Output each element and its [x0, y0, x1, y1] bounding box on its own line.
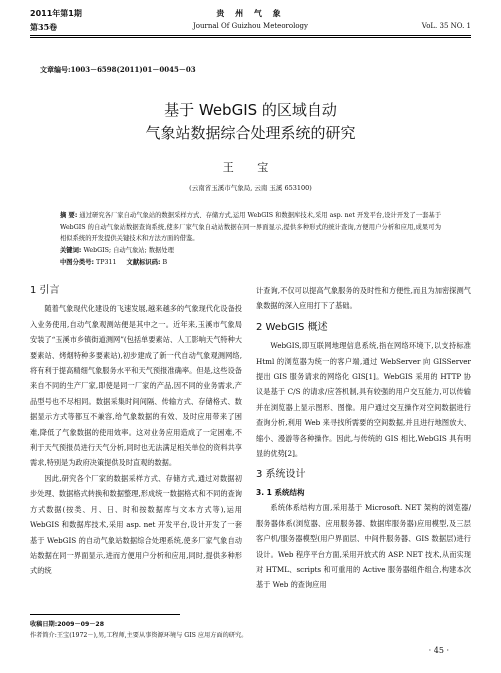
received-date — [30, 619, 104, 628]
issue-label: 2011年第1期 — [30, 9, 82, 18]
author-bio: 作者简介:王宝(1972－),男,工程师,主要从事资源环境与 GIS 应用方面的研究。 — [30, 632, 248, 639]
header-rule-top — [30, 35, 471, 36]
author-affiliation: (云南省玉溪市气象局, 云南 玉溪 653100) — [189, 184, 312, 192]
keywords-label: 关键词: — [60, 247, 82, 254]
header-rule-bottom — [30, 37, 471, 38]
section-2-title: 2 WebGIS 概述 — [256, 321, 328, 333]
journal-title-cn: 贵 州 气 象 — [216, 9, 285, 18]
volume-number-label: VoL. 35 NO. 1 — [421, 22, 471, 30]
abstract-text: 通过研究各厂家自动气象站的数据采样方式、存储方式,运用 WebGIS 和数据库技术,采用 asp. net 开发平台,设计开发了一套基于 WebGIS 的自动气象站数据查询系统,使多厂家气象自动站数据在同一界面显示,提供多种形式的统计查询,方便用户分析和应用,成果可为相似系统的开发提供关键技术和方法方面的借鉴。 — [60, 212, 442, 242]
system-structure-paragraph: 系统体系结构方面,采用基于 Microsoft. NET 架构的浏览器/服务器体系(浏览器、应用服务器、数据库服务器)应用模型,及三层客户机/服务器模型(用户界面层、中间件服务器、GIS 数据层)进行设计。Web 程序平台方面,采用开放式的 ASP. NET 技术,从而实现对 HTML、scripts 和可重用的 Active 服务器组件组合,构建本次基于 Web 的查询应用 — [256, 503, 471, 590]
intro-paragraph-1: 随着气象现代化建设的飞速发展,越来越多的气象现代化设备投入业务使用,自动气象观测站便是其中之一。近年来,玉溪市气象局安装了“玉溪市乡镇街道测网”(包括单要素站、人工影响天气特种大要素站、烤烟特种多要素站),初步建成了新一代自动气象观测网络,将有利于提高精细气象服务水平和天气预报准确率。但是,这些设备来自不同的生产厂家,即使是同一厂家的产品,因不同的业务需求,产品型号也不尽相同。数据采集时间间隔、传输方式、存储格式、数据显示方式等都互不兼容,给气象数据的有效、及时应用带来了困难,降低了气象数据的使用效率。这对业务应用造成了一定困难,不利于天气预报员进行天气分析,同时也无法满足相关单位的资料共享需求,特别是为政府决策提供及时直观的数据。 — [30, 304, 242, 468]
classification — [60, 257, 167, 266]
section-3-title: 3 系统设计 — [256, 469, 306, 481]
classification-code: TP311 — [96, 259, 117, 266]
keywords — [60, 245, 174, 254]
journal-title-en: Journal Of Guizhou Meteorology — [193, 22, 308, 30]
author-name: 王 宝 — [222, 161, 279, 174]
left-column — [30, 283, 242, 579]
paper-title-line1: 基于 WebGIS 的区域自动 — [164, 101, 337, 119]
abstract — [60, 210, 441, 245]
webgis-paragraph: WebGIS,即互联网地理信息系统,指在网络环境下,以支持标准 Html 的浏览器为统一的客户端,通过 WebServer 向 GISServer 提出 GIS 服务请求的网络化 GIS[1]。WebGIS 采用的 HTTP 协议是基于 C/S 的请求/应答机制,具有较强的用户交互能力,可以传输并在浏览器上显示图形、图像。用户通过交互操作对空间数据进行查询分析,利用 Web 来寻找所需要的空间数据,并且进行地图放大、缩小、漫游等各种操作。因此,与传统的 GIS 相比,WebGIS 具有明显的优势[2]。 — [256, 341, 471, 459]
keywords-text: WebGIS; 自动气象站; 数据处理 — [83, 247, 174, 254]
footnote-rule — [30, 614, 180, 615]
received-date-text: 收稿日期:2009－09－28 — [30, 621, 105, 628]
paper-title-line2: 气象站数据综合处理系统的研究 — [145, 124, 356, 142]
intro-paragraph-2: 因此,研究各个厂家的数据采样方式、存储方式,通过对数据初步处理、数据格式转换和数据整理,形成统一数据格式和不同的查询方式数据(按类、月、日、时和按数据库与文本方式等),运用 WebGIS 和数据库技术,采用 asp. net 开发平台,设计开发了一套基于 WebGIS 的自动气象站数据综合处理系统,使多厂家气象自动站数据在同一界面显示,进而方便用户分析和应用,同时,提供多种形式的统 — [30, 473, 242, 576]
subsection-3-1-title: 3. 1 系统结构 — [256, 487, 305, 497]
right-column — [256, 283, 471, 593]
page-number: · 45 · — [428, 646, 449, 655]
article-number: 文章编号:1003－6598(2011)01－0045－03 — [40, 65, 196, 74]
section-1-title: 1 引言 — [30, 285, 60, 296]
document-code-label: 文献标识码: — [126, 259, 161, 266]
abstract-label: 摘 要: — [60, 212, 78, 219]
volume-label: 第35卷 — [30, 22, 58, 32]
document-code: B — [162, 259, 168, 266]
continued-paragraph: 计查询,不仅可以提高气象服务的及时性和方便性,而且为加密探测气象数据的深入应用打下了基础。 — [256, 286, 471, 311]
classification-label: 中图分类号: — [60, 259, 95, 266]
